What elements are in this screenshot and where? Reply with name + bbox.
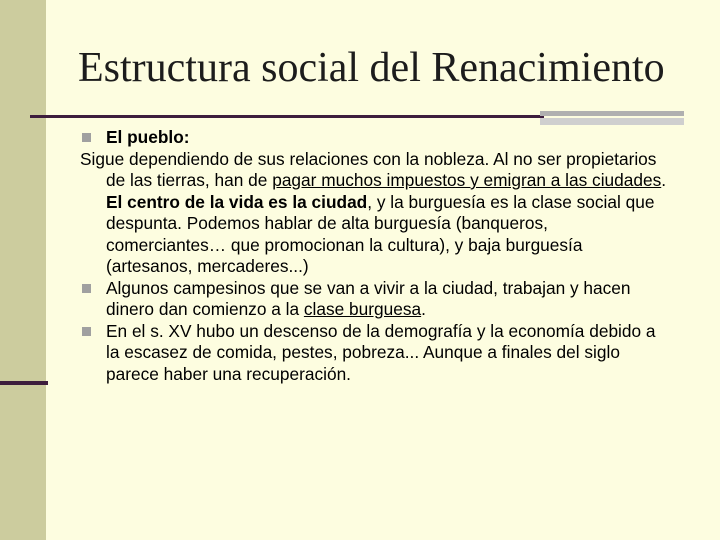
bullet-text: . — [421, 299, 426, 319]
bullet-siglo-xv — [80, 321, 670, 386]
title-underline-accent-lower — [540, 118, 684, 125]
bullet-underlined-text: clase burguesa — [303, 299, 422, 319]
paragraph-pueblo — [80, 149, 670, 278]
para-text: Sigue dependiendo de sus relaciones con la nobleza. Al no ser propietarios de las tierras, han de — [80, 148, 657, 190]
square-bullet-icon — [82, 133, 91, 142]
bullet-heading — [80, 127, 670, 149]
para-underlined-text: pagar muchos impuestos y emigran a las ciudades — [272, 170, 662, 190]
left-sidebar-band — [0, 0, 46, 540]
square-bullet-icon — [82, 327, 91, 336]
slide-body — [80, 127, 670, 385]
square-bullet-icon — [82, 284, 91, 293]
bullet-campesinos — [80, 278, 670, 321]
title-underline-accent — [540, 111, 684, 116]
slide-title: Estructura social del Renacimiento — [78, 45, 665, 91]
para-text: , y la burguesía es la clase social que despunta. Podemos hablar de alta burguesía (banqueros, comerciantes… que promocionan la cultura), y baja burguesía (artesanos, mercaderes...) — [106, 191, 655, 276]
para-text: . — [661, 170, 667, 190]
bullet-text: Algunos campesinos que se van a vivir a la ciudad, trabajan y hacen dinero dan comienzo a la — [106, 277, 631, 319]
sidebar-divider — [0, 381, 48, 385]
title-underline — [30, 115, 544, 118]
bullet-text: En el s. XV hubo un descenso de la demografía y la economía debido a la escasez de comida, pestes, pobreza... Aunque a finales del siglo parece haber una recuperación. — [106, 320, 656, 384]
para-bold-text: El centro de la vida es la ciudad — [106, 191, 368, 212]
heading-text: El pueblo: — [106, 127, 190, 147]
